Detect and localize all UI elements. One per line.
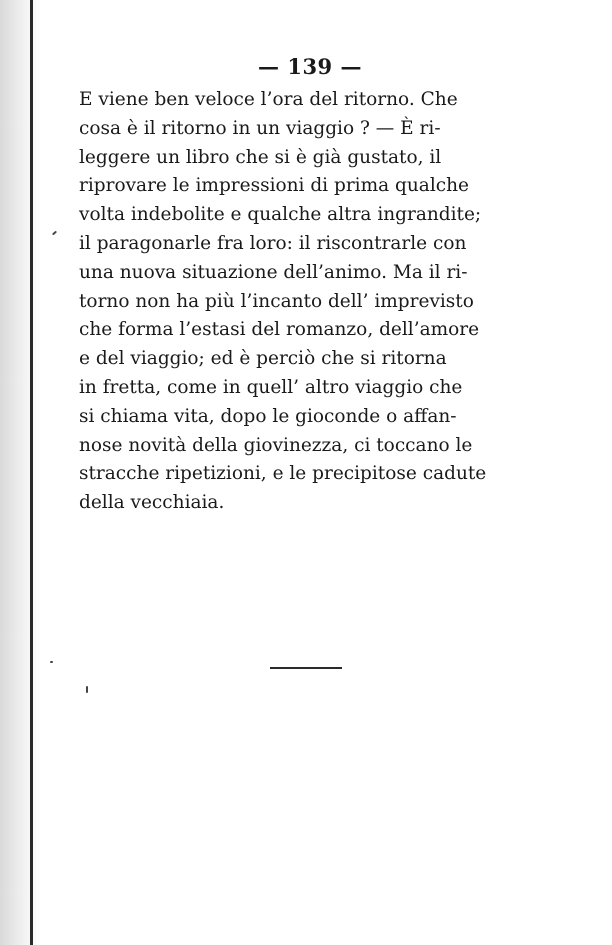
margin-ink-speck [86,686,88,693]
gutter-edge-line [30,0,33,945]
page-number: — 139 — [258,54,362,79]
text-line-1: E viene ben veloce l’ora del ritorno. Che [79,89,458,110]
body-paragraph [79,86,525,518]
text-line-10: e del viaggio; ed è perciò che si ritorna [79,348,447,370]
text-line-15: della vecchiaia. [79,492,225,514]
text-line-9: che forma l’estasi del romanzo, dell’amore [79,319,480,341]
margin-ink-speck [50,661,53,663]
text-line-4: riprovare le impressioni di prima qualche [79,175,469,197]
text-line-8: torno non ha più l’incanto dell’ imprevisto [79,290,474,312]
text-line-13: nose novità della giovinezza, ci toccano le [79,434,473,456]
section-divider-rule [270,667,342,669]
text-line-3: leggere un libro che si è già gustato, il [79,146,442,168]
text-line-11: in fretta, come in quell’ altro viaggio che [79,376,463,398]
text-line-12: si chiama vita, dopo le gioconde o affan- [79,405,457,427]
text-line-14: stracche ripetizioni, e le precipitose cadute [79,463,487,485]
text-line-5: volta indebolite e qualche altra ingrandite; [79,204,482,226]
margin-ink-speck [52,231,57,236]
text-line-2: cosa è il ritorno in un viaggio ? — È ri- [79,117,441,139]
text-line-6: il paragonarle fra loro: il riscontrarle con [79,232,467,254]
book-page [60,0,560,945]
text-line-7: una nuova situazione dell’animo. Ma il ri- [79,261,468,283]
